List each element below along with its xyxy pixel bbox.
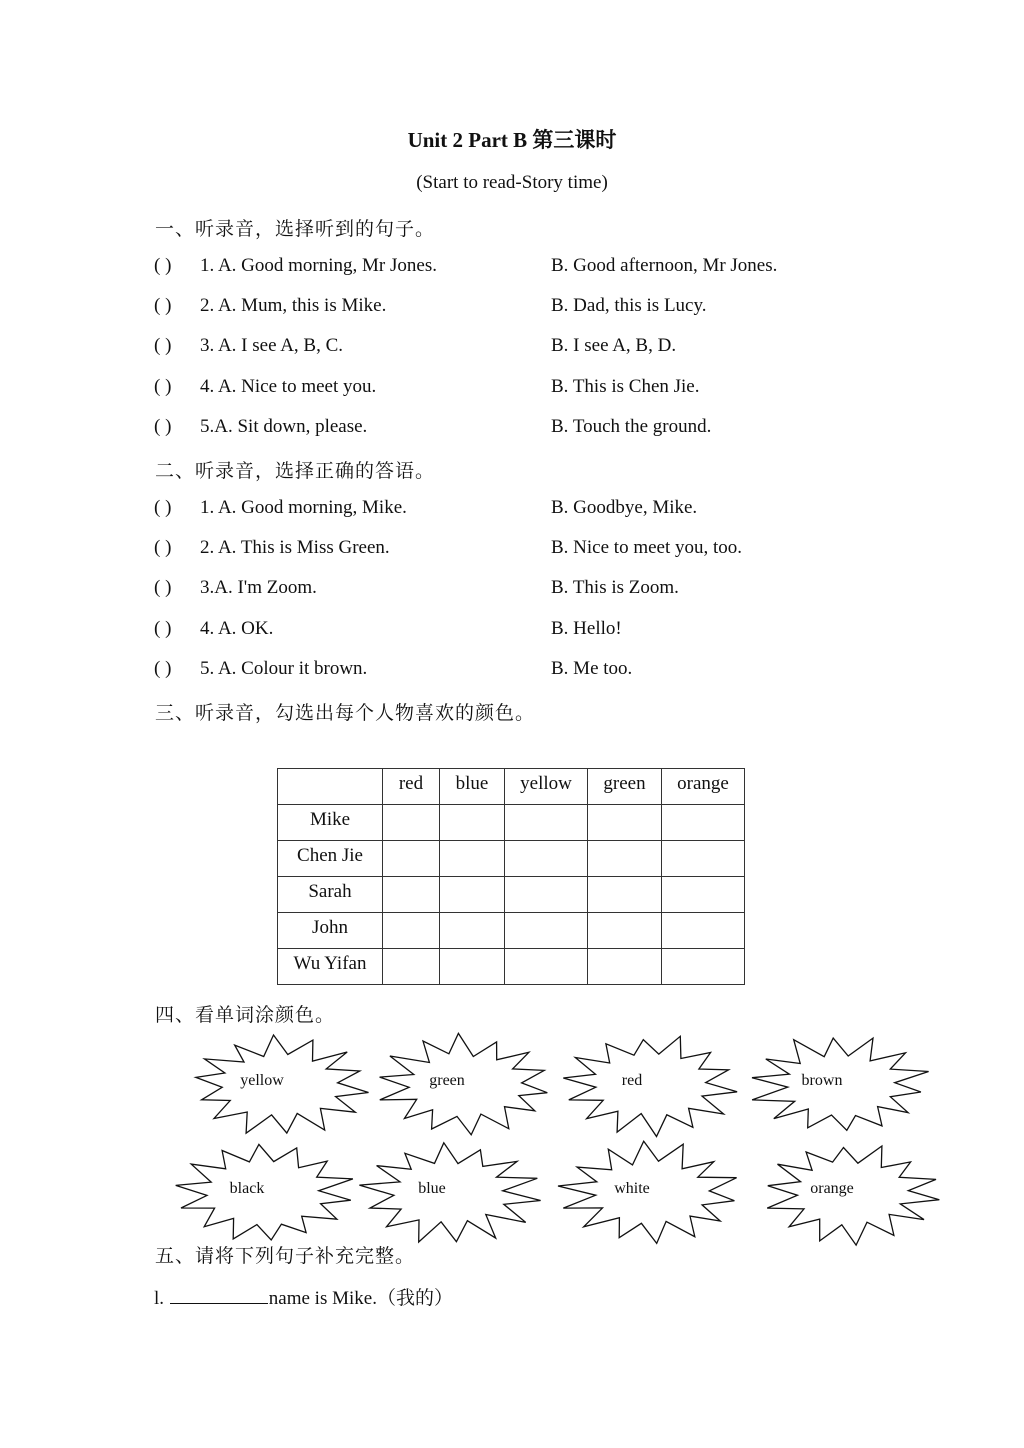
check-cell[interactable] (588, 877, 662, 913)
section5-heading: 五、请将下列句子补充完整。 (155, 1246, 416, 1267)
option-a: 2. A. Mum, this is Mike. (200, 295, 387, 317)
check-cell[interactable] (383, 805, 440, 841)
check-cell[interactable] (383, 913, 440, 949)
option-a: 1. A. Good morning, Mr Jones. (200, 255, 437, 276)
answer-bracket[interactable]: ( ) (154, 415, 172, 437)
option-b: B. I see A, B, D. (551, 335, 677, 357)
starburst-shape (555, 1030, 745, 1140)
starburst[interactable] (755, 1138, 945, 1248)
answer-bracket[interactable]: ( ) (154, 537, 172, 559)
starburst[interactable] (355, 1138, 545, 1248)
starburst-shape (170, 1138, 360, 1248)
option-b: B. Dad, this is Lucy. (551, 295, 707, 317)
page-title: Unit 2 Part B 第三课时 (407, 128, 617, 152)
check-cell[interactable] (662, 841, 745, 877)
table-header-cell: orange (662, 769, 745, 805)
table-row (278, 949, 745, 985)
answer-bracket[interactable]: ( ) (154, 295, 172, 317)
check-cell[interactable] (440, 841, 505, 877)
answer-bracket[interactable]: ( ) (154, 497, 172, 518)
check-cell[interactable] (662, 913, 745, 949)
starburst[interactable] (185, 1030, 375, 1140)
table-header-cell: yellow (505, 769, 588, 805)
check-cell[interactable] (588, 913, 662, 949)
starburst-outline (359, 1143, 540, 1242)
color-word: white (614, 1180, 650, 1197)
starburst[interactable] (555, 1138, 745, 1248)
check-cell[interactable] (383, 949, 440, 985)
table-row (278, 841, 745, 877)
check-cell[interactable] (383, 841, 440, 877)
option-a: 1. A. Good morning, Mike. (200, 497, 407, 518)
check-cell[interactable] (440, 913, 505, 949)
check-cell[interactable] (662, 805, 745, 841)
check-cell[interactable] (505, 949, 588, 985)
check-cell[interactable] (440, 805, 505, 841)
starburst-shape (555, 1138, 745, 1248)
starburst[interactable] (555, 1030, 745, 1140)
section2-heading: 二、听录音，选择正确的答语。 (155, 461, 436, 482)
check-cell[interactable] (505, 841, 588, 877)
option-b: B. Goodbye, Mike. (551, 497, 698, 518)
option-a: 2. A. This is Miss Green. (200, 537, 390, 559)
answer-bracket[interactable]: ( ) (154, 375, 172, 397)
section4-heading: 四、看单词涂颜色。 (155, 1005, 336, 1026)
check-cell[interactable] (662, 877, 745, 913)
starburst[interactable] (745, 1030, 935, 1140)
option-a: 5.A. Sit down, please. (200, 415, 368, 437)
starburst[interactable] (370, 1030, 560, 1140)
starburst-shape (355, 1138, 545, 1248)
table-header-cell (278, 769, 383, 805)
color-word: green (429, 1072, 465, 1089)
table-row (278, 877, 745, 913)
check-cell[interactable] (505, 913, 588, 949)
check-cell[interactable] (505, 877, 588, 913)
table-row-name: John (278, 913, 383, 949)
starburst[interactable] (170, 1138, 360, 1248)
check-cell[interactable] (588, 949, 662, 985)
color-word: orange (810, 1180, 854, 1197)
answer-bracket[interactable]: ( ) (154, 577, 172, 599)
check-cell[interactable] (505, 805, 588, 841)
table-row (278, 805, 745, 841)
table-header-row (278, 769, 745, 805)
option-a: 3.A. I'm Zoom. (200, 577, 317, 599)
option-a: 3. A. I see A, B, C. (200, 335, 344, 357)
check-cell[interactable] (588, 841, 662, 877)
answer-bracket[interactable]: ( ) (154, 335, 172, 357)
starburst-shape (370, 1030, 560, 1140)
option-b: B. This is Zoom. (551, 577, 679, 599)
section3-heading: 三、听录音，勾选出每个人物喜欢的颜色。 (155, 703, 536, 724)
option-b: B. Me too. (551, 657, 633, 679)
option-b: B. Hello! (551, 617, 622, 639)
check-cell[interactable] (588, 805, 662, 841)
item-text: name is Mike.（我的） (268, 1288, 453, 1309)
table-row-name: Mike (278, 805, 383, 841)
color-word: blue (418, 1180, 446, 1197)
option-b: B. This is Chen Jie. (551, 375, 700, 397)
starburst-outline (563, 1036, 737, 1136)
item-number: l. (154, 1288, 165, 1309)
check-cell[interactable] (440, 877, 505, 913)
check-cell[interactable] (383, 877, 440, 913)
answer-blank[interactable] (170, 1285, 268, 1304)
table-header-cell: green (588, 769, 662, 805)
table-row (278, 913, 745, 949)
table-row-name: Chen Jie (278, 841, 383, 877)
table-header-cell: blue (440, 769, 505, 805)
option-b: B. Touch the ground. (551, 415, 712, 437)
option-a: 4. A. OK. (200, 617, 274, 639)
option-a: 4. A. Nice to meet you. (200, 375, 377, 397)
option-b: B. Good afternoon, Mr Jones. (551, 255, 778, 276)
check-cell[interactable] (662, 949, 745, 985)
check-cell[interactable] (440, 949, 505, 985)
table-header-cell: red (383, 769, 440, 805)
option-a: 5. A. Colour it brown. (200, 657, 368, 679)
color-table (277, 768, 745, 985)
option-b: B. Nice to meet you, too. (551, 537, 743, 559)
color-word: red (621, 1072, 643, 1089)
answer-bracket[interactable]: ( ) (154, 657, 172, 679)
page-subtitle: (Start to read-Story time) (416, 172, 608, 193)
answer-bracket[interactable]: ( ) (154, 617, 172, 639)
table-row-name: Sarah (278, 877, 383, 913)
fill-blank-item (154, 1283, 453, 1310)
color-word: yellow (240, 1072, 284, 1089)
section1-heading: 一、听录音，选择听到的句子。 (155, 219, 436, 240)
color-word: black (229, 1180, 265, 1197)
answer-bracket[interactable]: ( ) (154, 255, 172, 276)
color-word: brown (801, 1072, 843, 1089)
table-row-name: Wu Yifan (278, 949, 383, 985)
